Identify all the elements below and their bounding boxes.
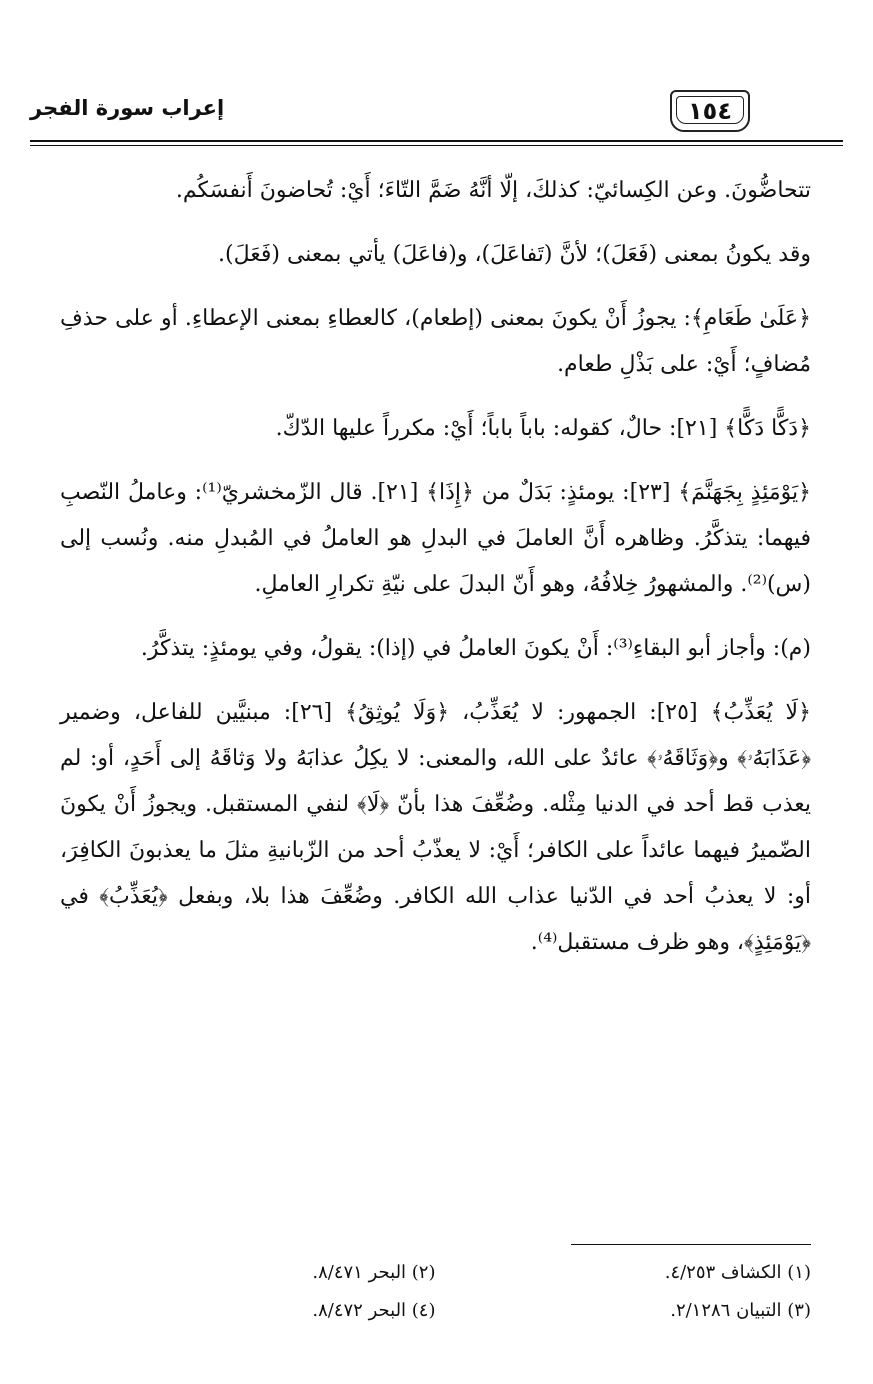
paragraph-7: ﴿لَا يُعَذِّبُ﴾ [٢٥]: الجمهور: لا يُعَذِّبُ، ﴿وَلَا يُوثِقُ﴾ [٢٦]: مبنيَّين للفاعل، وضمير ﴿عَذَابَهُۥ﴾ و﴿وَثَاقَهُۥ﴾ عائدٌ على الله، والمعنى: لا يكِلُ عذابَهُ ولا وَثاقَهُ إلى أَحَدٍ، أو: لم يعذب قط أحد في الدنيا مِثْله. وضُعِّفَ هذا بأنّ ﴿لَا﴾ لنفي المستقبل. ويجوزُ أَنْ يكونَ الضّميرُ فيهما عائداً على الكافر؛ أَيْ: لا يعذّبُ أحد من الزّبانيةِ مثلَ ما يعذبونَ الكافِرَ، أو: لا يعذبُ أحد في الدّنيا عذاب الله الكافر. وضُعِّفَ هذا بلا، وبفعل ﴿يُعَذِّبُ﴾ في ﴿يَوْمَئِذٍ﴾، وهو ظرف مستقبل⁽⁴⁾. [60,700,811,955]
paragraph-1: تتحاضُّونَ. وعن الكِسائيّ: كذلكَ، إلّا أنَّهُ ضَمَّ التّاءَ؛ أَيْ: تُحاضونَ أَنفسَكُم. [175,178,811,203]
footnote-4: (٤) البحر ٨/٤٧٢. [312,1300,436,1321]
footnote-3: (٣) التبيان ٢/١٢٨٦. [670,1300,811,1321]
paragraph-5: ﴿يَوْمَئِذٍ بِجَهَنَّمَ﴾ [٢٣]: يومئذٍ: بَدَلٌ من ﴿إِذَا﴾ [٢١]. قال الزّمخشريّ⁽¹⁾: وعاملُ النّصبِ فيهما: يتذكَّرُ. وظاهره أَنَّ العاملَ في البدلِ هو العاملُ في المُبدلِ منه. ونُسب إلى (س)⁽²⁾. والمشهورُ خِلافُهُ، وهو أَنّ البدلَ على نيّةِ تكرارِ العاملِ. [60,480,812,597]
footnote-2: (٢) البحر ٨/٤٧١. [312,1262,436,1283]
running-title: إعراب سورة الفجر [30,96,225,120]
paragraph-2: وقد يكونُ بمعنى (فَعَلَ)؛ لأنَّ (تَفاعَلَ)، و(فاعَلَ) يأتي بمعنى (فَعَلَ). [218,242,811,267]
header-rule [30,140,843,142]
footnote-row [60,1292,811,1330]
paragraph-4: ﴿دَكًّا دَكًّا﴾ [٢١]: حالٌ، كقوله: باباً باباً؛ أَيْ: مكرراً عليها الدّكّ. [275,416,811,441]
paragraph-6: (م): وأجاز أبو البقاءِ⁽³⁾: أَنْ يكونَ العاملُ في (إذا): يقولُ، وفي يومئذٍ: يتذكَّرُ. [140,636,811,661]
running-header [30,90,840,136]
footnote-separator [571,1244,811,1245]
footnote-1: (١) الكشاف ٤/٢٥٣. [664,1262,811,1283]
main-text [60,168,811,984]
footnotes [60,1254,811,1330]
page-number-frame [670,90,750,132]
header-rule-thin [30,145,843,146]
footnote-row [60,1254,811,1292]
page-number: ١٥٤ [688,97,732,125]
paragraph-3: ﴿عَلَىٰ طَعَامِ﴾: يجوزُ أَنْ يكونَ بمعنى (إطعام)، كالعطاءِ بمعنى الإعطاءِ. أو على حذفِ مُضافٍ؛ أَيْ: على بَذْلِ طعام. [60,306,811,377]
